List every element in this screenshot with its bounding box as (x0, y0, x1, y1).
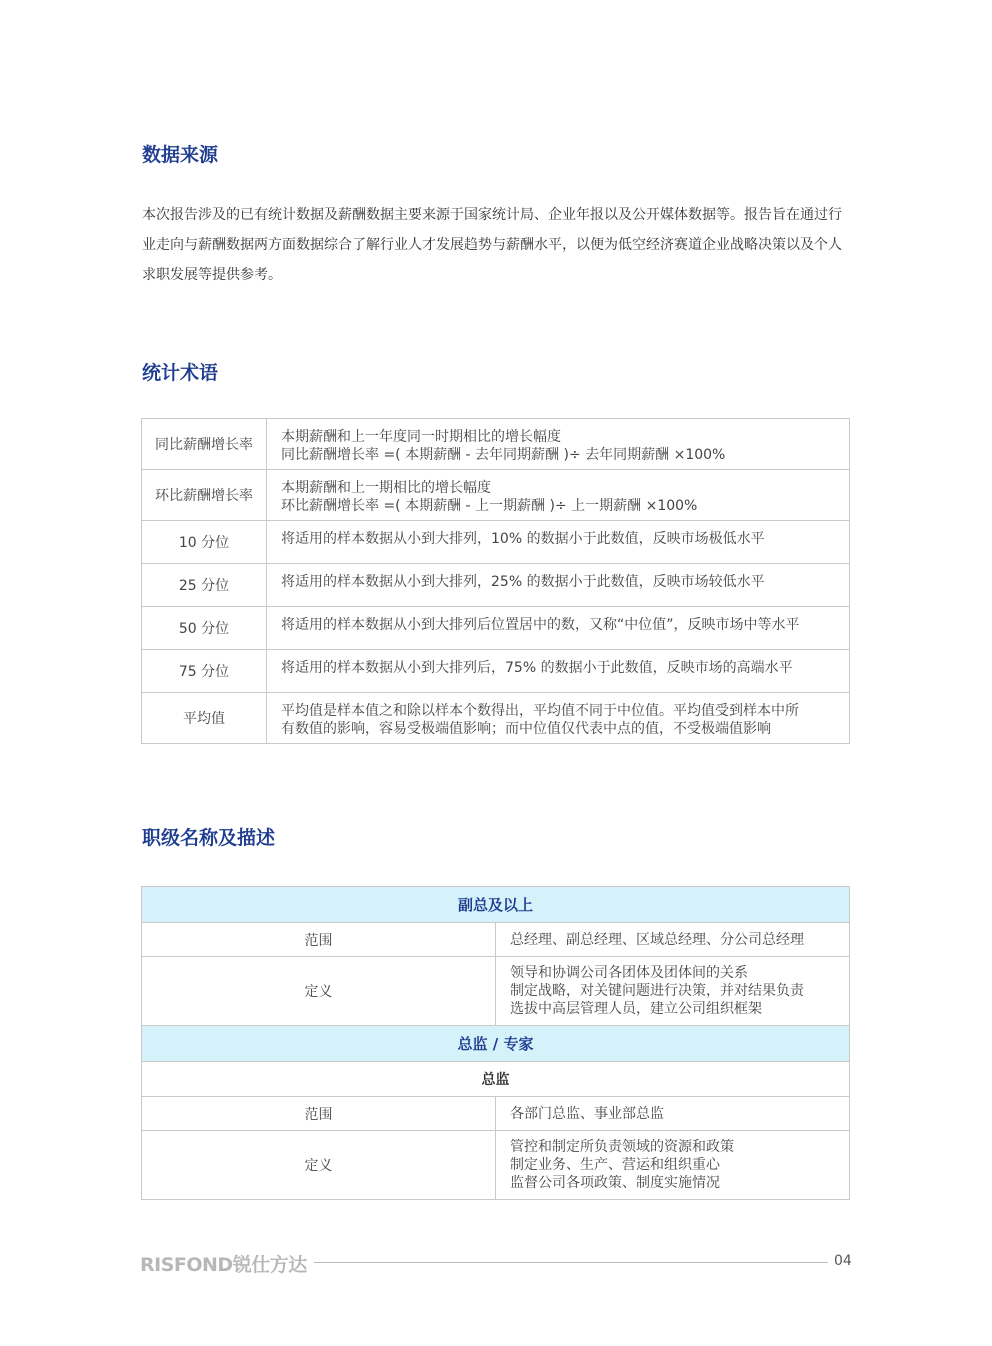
desc-cell: 各部门总监、事业部总监 (496, 1097, 850, 1131)
term-cell: 平均值 (142, 693, 267, 744)
term-cell: 范围 (142, 923, 496, 957)
data-source-paragraph: 本次报告涉及的已有统计数据及薪酬数据主要来源于国家统计局、企业年报以及公开媒体数据等。报告旨在通过行业走向与薪酬数据两方面数据综合了解行业人才发展趋势与薪酬水平，以便为低空经济赛道企业战略决策以及个人求职发展等提供参考。 (142, 207, 842, 283)
section-title-data-source: 数据来源 (142, 144, 219, 166)
table-row (142, 564, 850, 607)
table-row (142, 521, 850, 564)
table-row (142, 923, 850, 957)
term-cell: 环比薪酬增长率 (142, 470, 267, 521)
desc-line: 将适用的样本数据从小到大排列后位置居中的数，又称“中位值”，反映市场中等水平 (281, 617, 800, 633)
footer-divider (314, 1262, 828, 1263)
desc-line: 选拔中高层管理人员，建立公司组织框架 (510, 1001, 762, 1017)
stat-terms-table (141, 418, 850, 744)
desc-line: 将适用的样本数据从小到大排列，10% 的数据小于此数值，反映市场极低水平 (281, 531, 765, 547)
desc-line: 本期薪酬和上一期相比的增长幅度 (281, 480, 491, 496)
table-row (142, 419, 850, 470)
desc-cell (496, 1131, 850, 1200)
table-row (142, 470, 850, 521)
desc-line: 领导和协调公司各团体及团体间的关系 (510, 965, 748, 981)
table-row (142, 1131, 850, 1200)
table-row (142, 957, 850, 1026)
term-cell: 75 分位 (142, 650, 267, 693)
desc-cell (267, 607, 850, 650)
desc-cell (267, 470, 850, 521)
desc-cell (496, 957, 850, 1026)
desc-cell (267, 419, 850, 470)
term-cell: 25 分位 (142, 564, 267, 607)
table-row (142, 693, 850, 744)
desc-line: 管控和制定所负责领域的资源和政策 (510, 1139, 734, 1155)
levels-table (141, 886, 850, 1200)
table-row (142, 607, 850, 650)
desc-line: 监督公司各项政策、制度实施情况 (510, 1175, 720, 1191)
level-subheader: 总监 (142, 1062, 850, 1097)
desc-line: 环比薪酬增长率 =( 本期薪酬 - 上一期薪酬 )÷ 上一期薪酬 ×100% (281, 498, 698, 514)
desc-line: 将适用的样本数据从小到大排列，25% 的数据小于此数值，反映市场较低水平 (281, 574, 765, 590)
table-row (142, 1062, 850, 1097)
table-row (142, 1097, 850, 1131)
desc-line: 将适用的样本数据从小到大排列后，75% 的数据小于此数值，反映市场的高端水平 (281, 660, 793, 676)
section-title-stat-terms: 统计术语 (142, 362, 219, 384)
desc-line: 平均值是样本值之和除以样本个数得出，平均值不同于中位值。平均值受到样本中所 (281, 703, 799, 719)
table-row (142, 1026, 850, 1062)
term-cell: 同比薪酬增长率 (142, 419, 267, 470)
footer-logo: RISFOND锐仕方达 (140, 1254, 307, 1276)
term-cell: 定义 (142, 1131, 496, 1200)
term-cell: 范围 (142, 1097, 496, 1131)
term-cell: 50 分位 (142, 607, 267, 650)
desc-line: 制定业务、生产、营运和组织重心 (510, 1157, 720, 1173)
table-row (142, 887, 850, 923)
term-cell: 定义 (142, 957, 496, 1026)
desc-line: 本期薪酬和上一年度同一时期相比的增长幅度 (281, 429, 561, 445)
desc-cell (267, 693, 850, 744)
desc-line: 有数值的影响，容易受极端值影响；而中位值仅代表中点的值，不受极端值影响 (281, 721, 771, 737)
level-group-header: 总监 / 专家 (142, 1026, 850, 1062)
table-row (142, 650, 850, 693)
term-cell: 10 分位 (142, 521, 267, 564)
level-group-header: 副总及以上 (142, 887, 850, 923)
desc-cell: 总经理、副总经理、区域总经理、分公司总经理 (496, 923, 850, 957)
desc-line: 制定战略，对关键问题进行决策，并对结果负责 (510, 983, 804, 999)
desc-cell (267, 650, 850, 693)
desc-cell (267, 564, 850, 607)
page-number: 04 (834, 1253, 852, 1269)
desc-line: 同比薪酬增长率 =( 本期薪酬 - 去年同期薪酬 )÷ 去年同期薪酬 ×100% (281, 447, 726, 463)
section-title-levels: 职级名称及描述 (142, 827, 276, 849)
desc-cell (267, 521, 850, 564)
